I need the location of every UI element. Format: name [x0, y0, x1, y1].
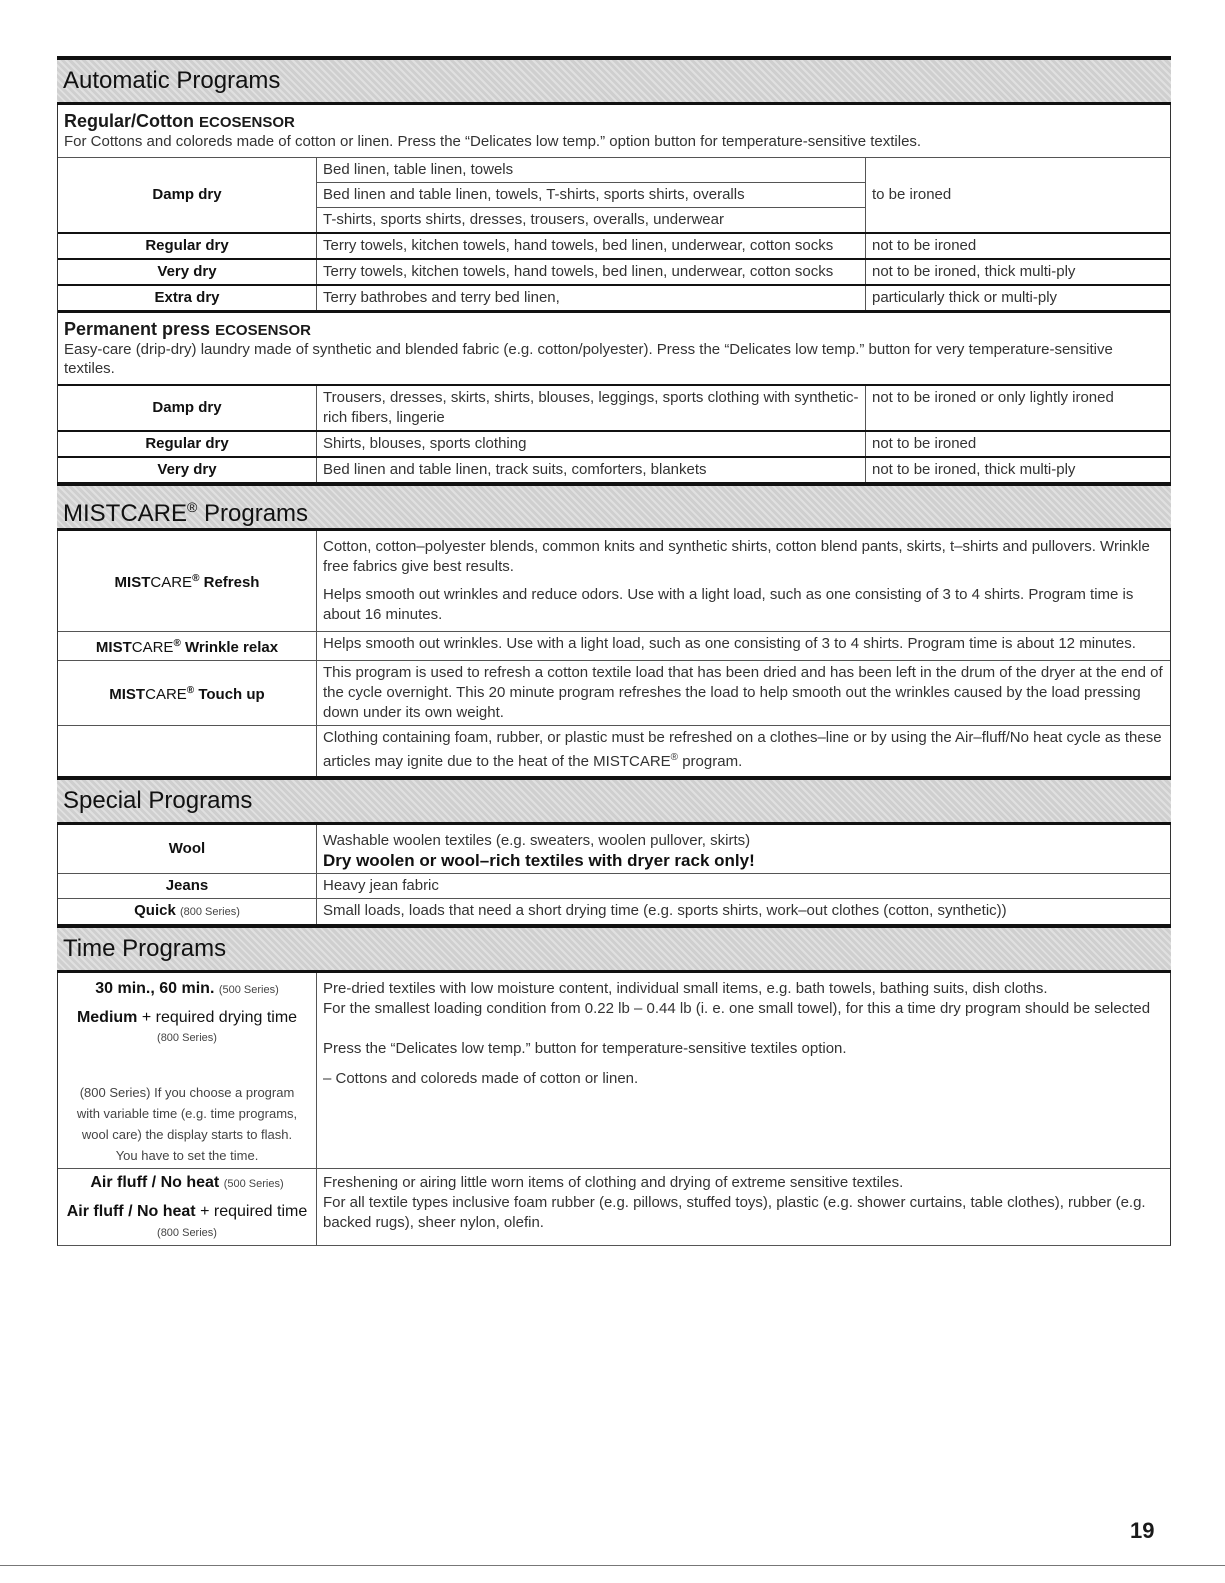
mistcare-touchup-text: This program is used to refresh a cotton textile load that has been dried and has been left in the drum of the dryer at the end of the cycle overnight. This 20 minute program refreshes the load to help smooth out the wrinkles caused by the load pressing down under its own weight.: [317, 661, 1171, 726]
wool-text: Washable woolen textiles (e.g. sweaters, woolen pullover, skirts) Dry woolen or wool–rich textiles with dryer rack only!: [317, 825, 1171, 874]
table-row: [58, 825, 1170, 874]
mistcare-warning-text: Clothing containing foam, rubber, or plastic must be refreshed on a clothes–line or by using the Air–fluff/No heat cycle as these articles may ignite due to the heat of the MISTCARE® program.: [317, 726, 1171, 777]
table-row: [58, 874, 1170, 899]
time-programs-label: 30 min., 60 min. (500 Series) Medium + required drying time (800 Series) (800 Series) If you choose a program with variable time (e.g. time programs, wool care) the display starts to flash. You have to set the time.: [58, 973, 317, 1169]
perm-damp-note: not to be ironed or only lightly ironed: [866, 385, 1171, 431]
damp-item-2: Bed linen and table linen, towels, T-shirts, sports shirts, overalls: [317, 183, 866, 208]
table-row: [58, 233, 1170, 259]
jeans-label: Jeans: [58, 874, 317, 899]
damp-note: to be ironed: [866, 158, 1171, 234]
extra-items: Terry bathrobes and terry bed linen,: [317, 285, 866, 310]
air-fluff-text: Freshening or airing little worn items of clothing and drying of extreme sensitive textiles. For all textile types inclusive foam rubber (e.g. pillows, stuffed toys), plastic (e.g. shower curtains, table clothes), rubber (e.g. backed rugs), sheer nylon, olefin.: [317, 1169, 1171, 1246]
special-section: [57, 825, 1171, 924]
table-row: [58, 632, 1170, 661]
permanent-press-heading: Permanent press ECOSENSOR: [58, 310, 1170, 340]
perm-regular-items: Shirts, blouses, sports clothing: [317, 431, 866, 457]
table-row: [58, 431, 1170, 457]
mistcare-programs-band: MISTCARE® Programs: [57, 482, 1171, 531]
very-note: not to be ironed, thick multi-ply: [866, 259, 1171, 285]
quick-label: Quick (800 Series): [58, 899, 317, 925]
air-fluff-label: Air fluff / No heat (500 Series) Air fluff / No heat + required time (800 Series): [58, 1169, 317, 1246]
wool-warning: Dry woolen or wool–rich textiles with dryer rack only!: [323, 851, 755, 870]
page-number: 19: [1130, 1518, 1155, 1543]
extra-note: particularly thick or multi-ply: [866, 285, 1171, 310]
wool-label: Wool: [58, 825, 317, 874]
perm-very-note: not to be ironed, thick multi-ply: [866, 457, 1171, 482]
mistcare-wrinkle-label: MISTCARE® Wrinkle relax: [58, 632, 317, 661]
automatic-section: [57, 105, 1171, 482]
perm-very-label: Very dry: [58, 457, 317, 482]
table-row: [58, 899, 1170, 925]
table-row: [58, 259, 1170, 285]
permanent-press-description: Easy-care (drip-dry) laundry made of synthetic and blended fabric (e.g. cotton/polyester). Press the “Delicates low temp.” button for very temperature-sensitive textiles.: [64, 341, 1113, 377]
regular-items: Terry towels, kitchen towels, hand towels, bed linen, underwear, cotton socks: [317, 233, 866, 259]
empty-label-cell: [58, 726, 317, 777]
manual-page: [57, 56, 1171, 1246]
very-items: Terry towels, kitchen towels, hand towels, bed linen, underwear, cotton socks: [317, 259, 866, 285]
mistcare-refresh-label: MISTCARE® Refresh: [58, 531, 317, 632]
regular-cotton-description: For Cottons and coloreds made of cotton or linen. Press the “Delicates low temp.” option button for temperature-sensitive textiles.: [64, 133, 922, 150]
variable-time-note: (800 Series) If you choose a program with variable time (e.g. time programs, wool care) the display starts to flash. You have to set the time.: [76, 1085, 298, 1163]
special-table: [58, 825, 1170, 924]
time-programs-band: Time Programs: [57, 924, 1171, 973]
jeans-text: Heavy jean fabric: [317, 874, 1171, 899]
automatic-programs-band: Automatic Programs: [57, 56, 1171, 105]
footer-rule: [0, 1565, 1225, 1566]
table-row: [58, 531, 1170, 632]
very-dry-label: Very dry: [58, 259, 317, 285]
mistcare-touchup-label: MISTCARE® Touch up: [58, 661, 317, 726]
table-row: [58, 158, 1170, 183]
table-row: [58, 1169, 1170, 1246]
mistcare-section: [57, 531, 1171, 776]
time-section: [57, 973, 1171, 1246]
extra-dry-label: Extra dry: [58, 285, 317, 310]
regular-cotton-heading: Regular/Cotton ECOSENSOR: [64, 111, 295, 131]
table-row: [58, 661, 1170, 726]
table-row: [58, 385, 1170, 431]
damp-item-3: T-shirts, sports shirts, dresses, trousers, overalls, underwear: [317, 208, 866, 234]
mistcare-table: [58, 531, 1170, 776]
time-programs-text: Pre-dried textiles with low moisture content, individual small items, e.g. bath towels, bathing suits, dish cloths. For the smallest loading condition from 0.22 lb – 0.44 lb (i. e. one small towel), for this a time dry program should be selected Press the “Delicates low temp.” button for temperature-sensitive textiles option. – Cottons and coloreds made of cotton or linen.: [323, 980, 1151, 1087]
perm-damp-items: Trousers, dresses, skirts, shirts, blouses, leggings, sports clothing with synthetic-rich fibers, lingerie: [317, 385, 866, 431]
regular-note: not to be ironed: [866, 233, 1171, 259]
perm-regular-label: Regular dry: [58, 431, 317, 457]
perm-regular-note: not to be ironed: [866, 431, 1171, 457]
table-row: [58, 285, 1170, 310]
special-programs-band: Special Programs: [57, 776, 1171, 825]
table-row: [58, 726, 1170, 777]
table-row: [58, 457, 1170, 482]
quick-text: Small loads, loads that need a short drying time (e.g. sports shirts, work–out clothes (cotton, synthetic)): [317, 899, 1171, 925]
permanent-press-table: [58, 384, 1170, 482]
perm-very-items: Bed linen and table linen, track suits, comforters, blankets: [317, 457, 866, 482]
damp-item-1: Bed linen, table linen, towels: [317, 158, 866, 183]
mistcare-refresh-text: Cotton, cotton–polyester blends, common knits and synthetic shirts, cotton blend pants, skirts, t–shirts and pullovers. Wrinkle free fabrics give best results. Helps smooth out wrinkles and reduce odors. Use with a light load, such as one consisting of 3 to 4 shirts. Program time is about 16 minutes.: [323, 538, 1150, 623]
regular-dry-label: Regular dry: [58, 233, 317, 259]
mistcare-wrinkle-text: Helps smooth out wrinkles. Use with a light load, such as one consisting of 3 to 4 shirts. Program time is about 12 minutes.: [317, 632, 1171, 661]
time-table: [58, 973, 1170, 1245]
regular-cotton-table: [58, 157, 1170, 310]
damp-dry-label: Damp dry: [58, 158, 317, 234]
table-row: [58, 973, 1170, 1169]
perm-damp-label: Damp dry: [58, 385, 317, 431]
